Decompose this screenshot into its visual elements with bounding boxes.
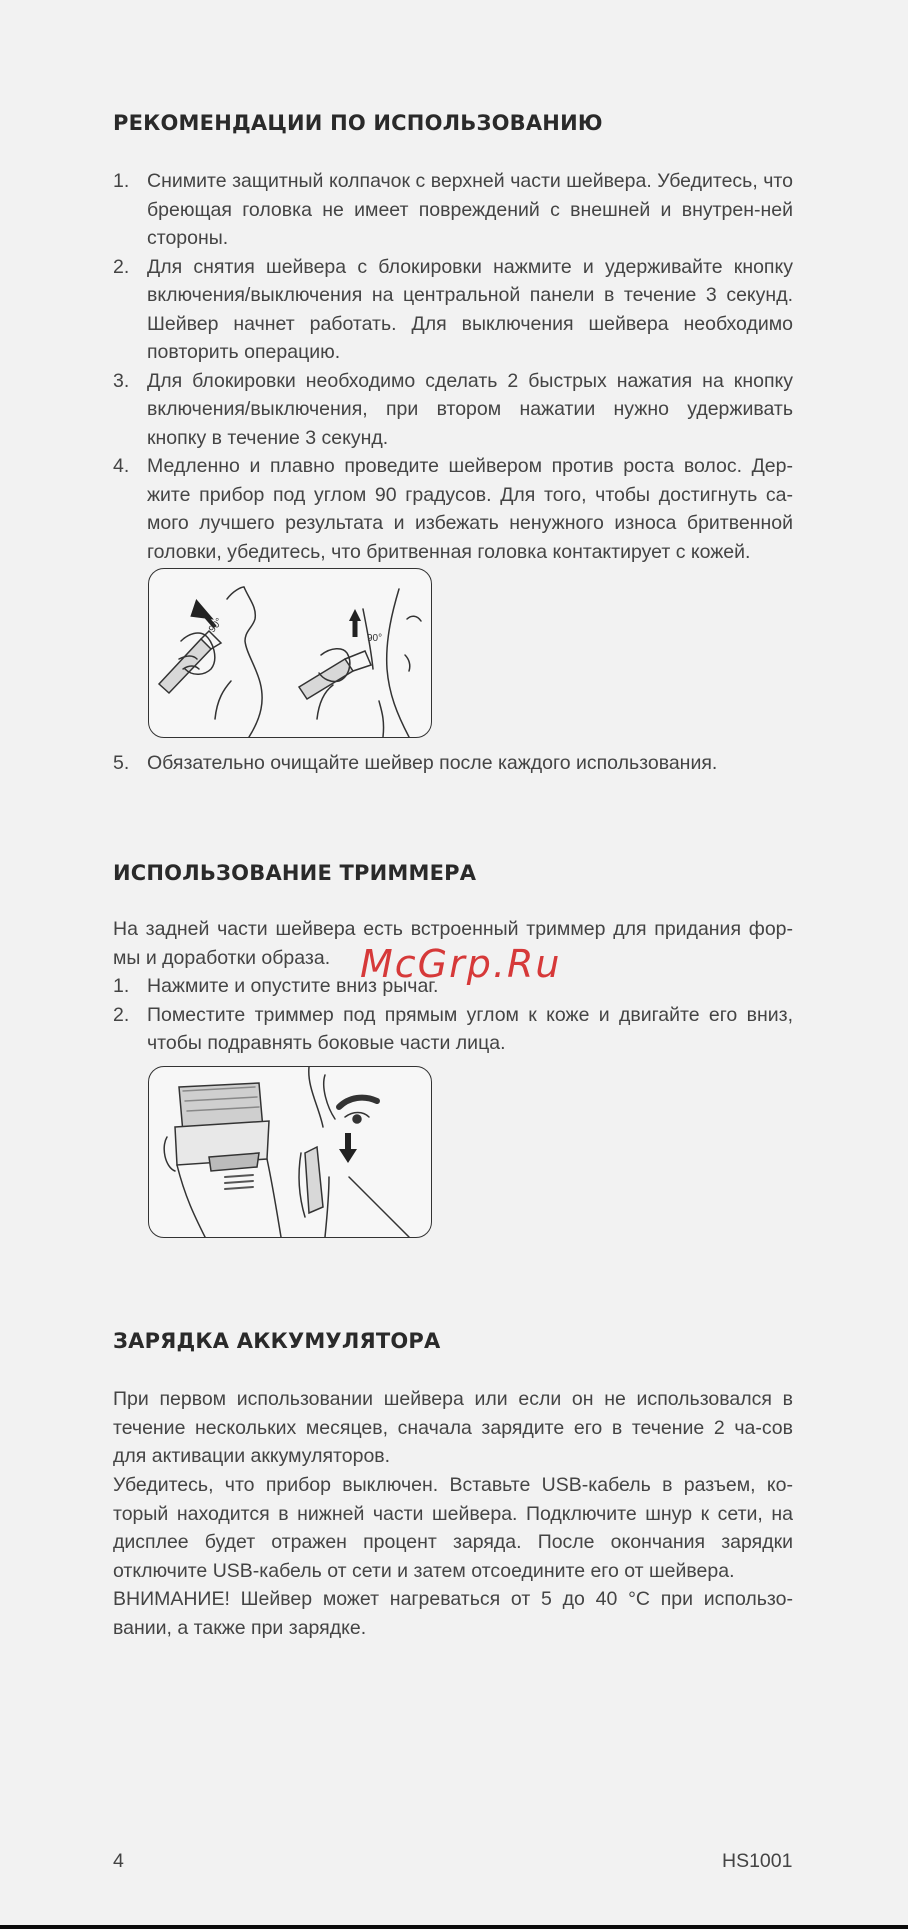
section-heading-trimmer: ИСПОЛЬЗОВАНИЕ ТРИММЕРА bbox=[113, 861, 477, 885]
section-heading-usage: РЕКОМЕНДАЦИИ ПО ИСПОЛЬЗОВАНИЮ bbox=[113, 111, 603, 135]
bottom-border bbox=[0, 1925, 908, 1929]
list-item: 3. Для блокировки необходимо сделать 2 быстрых нажатия на кнопку включения/выключения, при втором нажатии нужно удерживать кнопку в течение 3 секунд. bbox=[113, 369, 793, 449]
shaving-angle-illustration bbox=[148, 568, 432, 738]
charging-warning: ВНИМАНИЕ! Шейвер может нагреваться от 5 до 40 °C при использо-вании, а также при зарядке. bbox=[113, 1588, 793, 1639]
page-number: 4 bbox=[113, 1850, 124, 1872]
usage-steps-list-continued bbox=[113, 749, 793, 778]
usage-steps-list bbox=[113, 167, 793, 566]
list-item: 2. Поместите триммер под прямым углом к коже и двигайте его вниз, чтобы подравнять боковые части лица. bbox=[113, 1003, 793, 1054]
charging-paragraph-2: Убедитесь, что прибор выключен. Вставьте USB-кабель в разъем, ко-торый находится в нижней части шейвера. Подключите шнур к сети, на дисплее будет отражен процент заряда. После окончания зарядки отключите USB-кабель от сети и затем отсоедините его от шейвера. bbox=[113, 1474, 793, 1582]
watermark: McGrp.Ru bbox=[360, 942, 562, 986]
list-item: 5. Обязательно очищайте шейвер после каждого использования. bbox=[113, 752, 718, 774]
shaving-angle-drawing bbox=[149, 569, 431, 737]
angle-label-right: 90° bbox=[367, 633, 383, 644]
list-item: 1. Нажмите и опустите вниз рычаг. bbox=[113, 975, 439, 997]
angle-label-left: 90° bbox=[206, 616, 226, 635]
trimmer-drawing bbox=[149, 1067, 431, 1237]
list-item: 4. Медленно и плавно проведите шейвером против роста волос. Дер-жите прибор под углом 90 градусов. Для того, чтобы достигнуть са-мого лучшего результата и избежать ненужного износа бритвенной головки, убедитесь, что бритвенная головка контактирует с кожей. bbox=[113, 455, 793, 563]
list-item: 2. Для снятия шейвера с блокировки нажмите и удерживайте кнопку включения/выключения на центральной панели в течение 3 секунд. Шейвер начнет работать. Для выключения шейвера необходимо повторить операцию. bbox=[113, 255, 793, 363]
section-heading-charging: ЗАРЯДКА АККУМУЛЯТОРА bbox=[113, 1329, 441, 1353]
list-item: 1. Снимите защитный колпачок с верхней части шейвера. Убедитесь, что бреющая головка не имеет повреждений с внешней и внутрен-ней стороны. bbox=[113, 170, 793, 249]
charging-paragraph-1: При первом использовании шейвера или если он не использовался в течение нескольких месяцев, сначала зарядите его в течение 2 ча-сов для активации аккумуляторов. bbox=[113, 1388, 793, 1467]
trimmer-illustration bbox=[148, 1066, 432, 1238]
model-number: HS1001 bbox=[722, 1850, 793, 1872]
trimmer-intro: На задней части шейвера есть встроенный триммер для придания фор-мы и доработки образа. bbox=[113, 918, 793, 969]
